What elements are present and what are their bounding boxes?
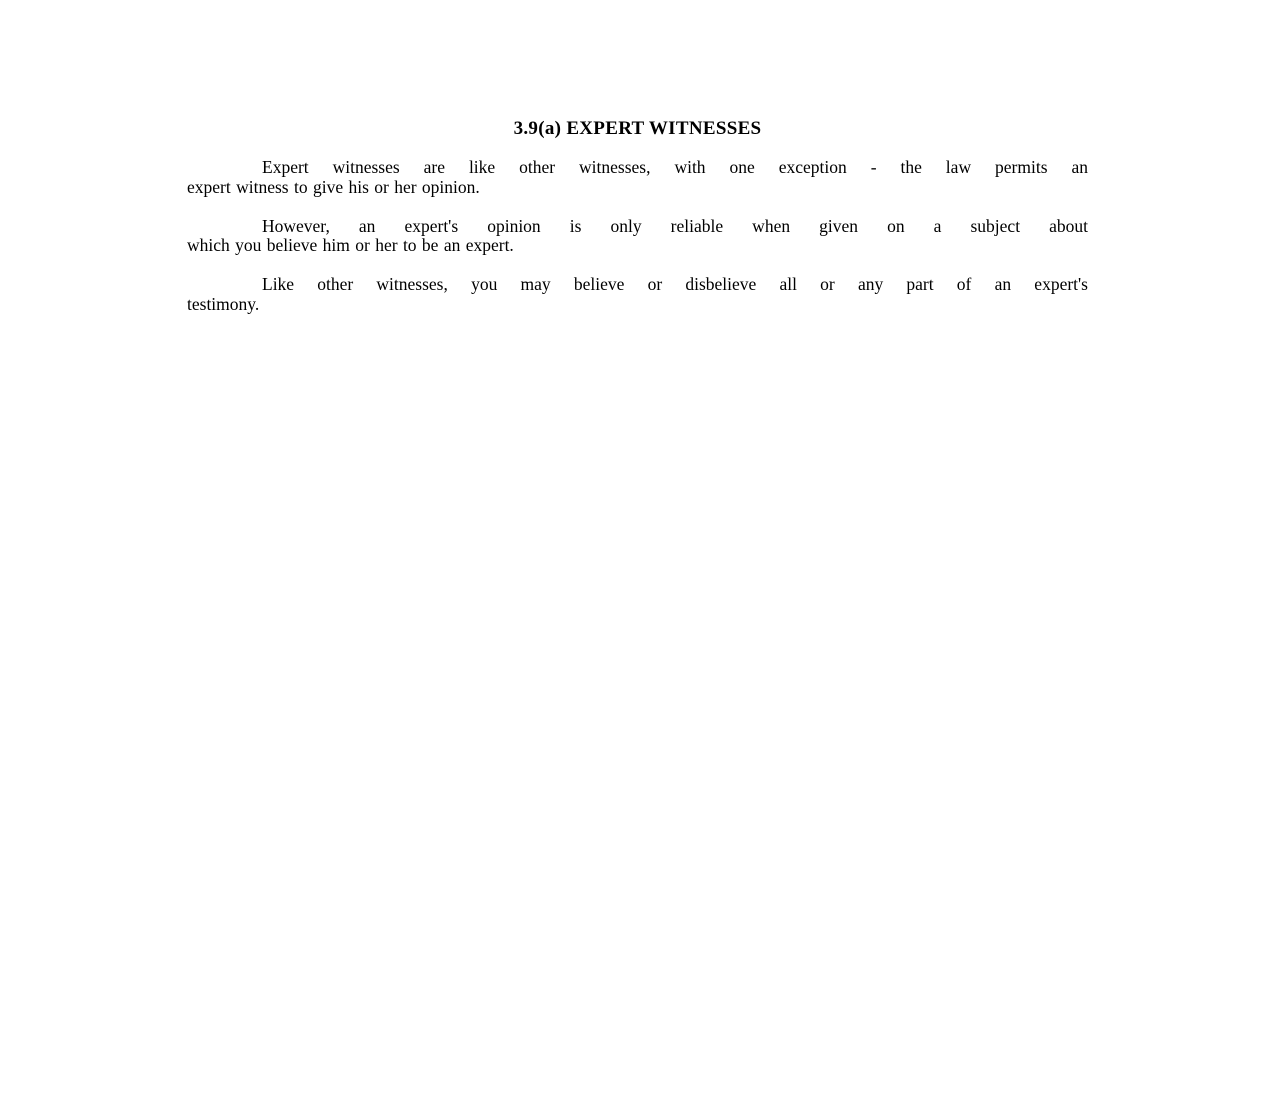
- paragraph-opinion-reliability: [187, 217, 1088, 256]
- paragraph-believe-disbelieve: [187, 275, 1088, 314]
- document-content: [187, 119, 1088, 314]
- paragraph-line: However, an expert's opinion is only reliable when given on a subject about: [262, 215, 1088, 236]
- paragraph-expert-witnesses: [187, 158, 1088, 197]
- paragraph-line: Expert witnesses are like other witnesses, with one exception - the law permits an: [262, 157, 1088, 177]
- paragraph-line: which you believe him or her to be an expert.: [187, 235, 514, 255]
- paragraph-line: Like other witnesses, you may believe or disbelieve all or any part of an expert's: [262, 274, 1088, 294]
- paragraph-line: testimony.: [187, 293, 260, 314]
- paragraph-line: expert witness to give his or her opinion.: [187, 176, 480, 197]
- page-title: 3.9(a) EXPERT WITNESSES: [513, 118, 762, 139]
